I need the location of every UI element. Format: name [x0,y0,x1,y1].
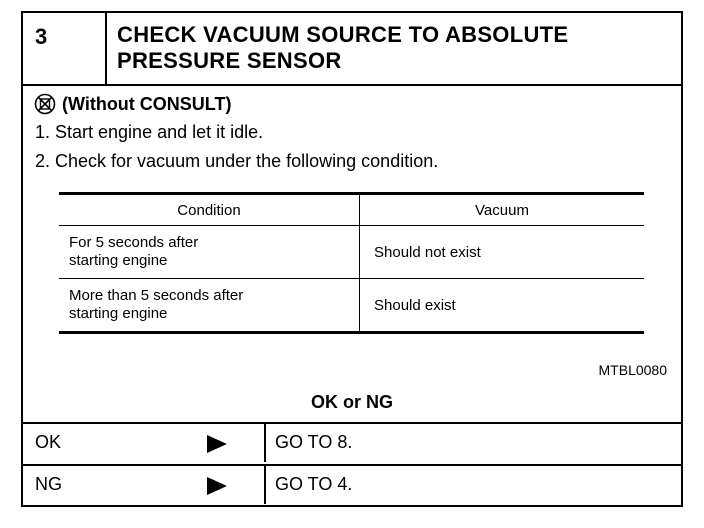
result-label: OK or NG [310,392,393,412]
no-consult-icon [34,93,56,115]
result-row-ng [23,464,681,504]
diagnostic-step-box [21,11,683,507]
mode-heading [34,93,231,115]
table-row [59,279,644,333]
header-vacuum: Vacuum [360,194,645,226]
reference-code: MTBL0080 [598,362,667,378]
step-title-line-1: CHECK VACUUM SOURCE TO ABSOLUTE [117,22,569,47]
procedure-step-2: 2. Check for vacuum under the following condition. [35,151,439,171]
condition-text-line-2: starting engine [69,305,168,322]
result-action: GO TO 4. [275,474,353,494]
result-row-ok [23,422,681,462]
condition-cell [59,279,360,333]
condition-text-line-2: starting engine [69,252,168,269]
result-action: GO TO 8. [275,432,353,452]
step-title [117,22,568,74]
procedure-step-1: 1. Start engine and let it idle. [35,122,264,142]
result-key: OK [35,432,62,452]
result-key: NG [35,474,62,494]
arrow-right-icon [207,435,227,453]
condition-text-line-1: More than 5 seconds after [69,287,244,304]
mode-label: (Without CONSULT) [62,93,232,114]
vacuum-cell: Should exist [360,279,645,333]
condition-table [59,192,644,334]
step-header [23,13,681,86]
arrow-right-icon [207,477,227,495]
divider [264,466,266,504]
table-row [59,226,644,279]
step-title-line-2: PRESSURE SENSOR [117,48,342,73]
table-header-row [59,194,644,226]
step-number: 3 [23,13,107,84]
vacuum-cell: Should not exist [360,226,645,279]
condition-cell [59,226,360,279]
header-condition: Condition [59,194,360,226]
condition-text-line-1: For 5 seconds after [69,234,199,251]
divider [264,424,266,462]
